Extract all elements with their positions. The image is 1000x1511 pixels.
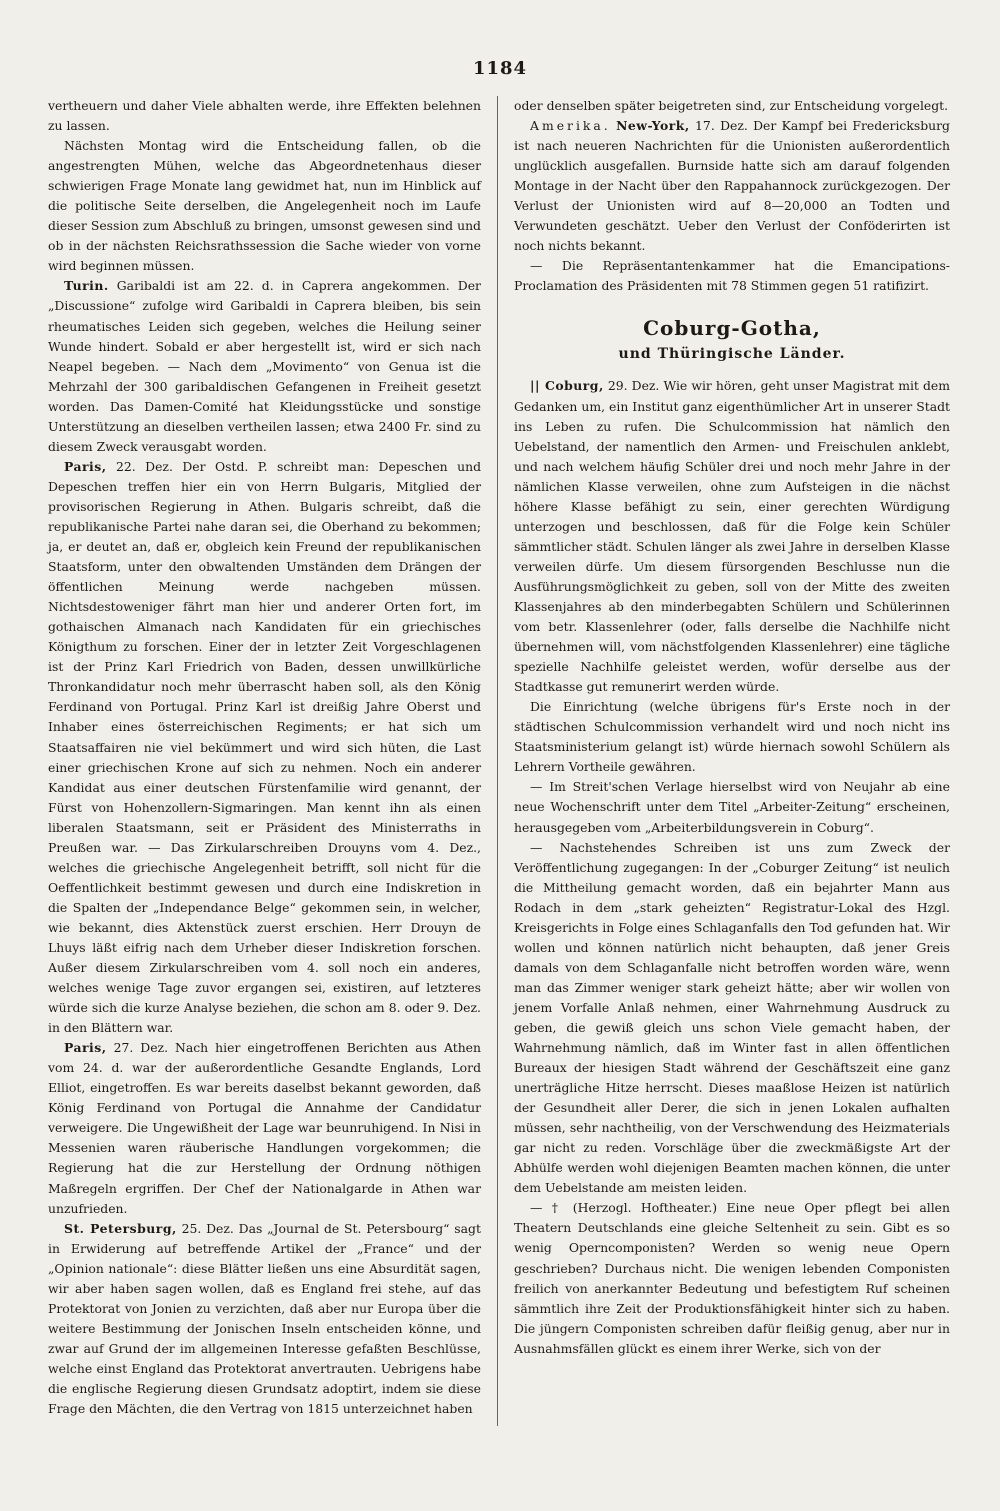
text-paris-22: 22. Dez. Der Ostd. P. schreibt man: Depeschen und Depeschen treffen hier ein von Herrn Bulgaris, Mitglied der provisorischen Regierung in Athen. Bulgaris schreibt, daß die republikanische Partei nahe daran sei, die Oberhand zu bekommen; ja, er deutet an, daß er, obgleich kein Freund der republikanischen Staatsform, unter den obwaltenden Umständen dem Drängen der öffentlichen Meinung werde nachgeben müssen. Nichtsdestoweniger fährt man hier und anderer Orten fort, im gothaischen Almanach nach Kandidaten für ein griechisches Königthum zu forschen. Einer der in letzter Zeit Vorgeschlagenen ist der Prinz Karl Friedrich von Baden, dessen unwillkürliche Thronkandidatur noch mehr überrascht haben soll, als den König Ferdinand von Portugal. Prinz Karl ist dreißig Jahre Oberst und Inhaber eines österreichischen Regiments; er hat sich um Staatsaffairen nie viel bekümmert und wird sich hüten, die Last einer griechischen Krone auf sich zu nehmen. Noch ein anderer Kandidat aus einer deutschen Fürstenfamilie wird genannt, der Fürst von Hohenzollern-Sigmaringen. Man kennt ihn als einen liberalen Staatsmann, seit er Präsident des Ministerraths in Preußen war. — Das Zirkularschreiben Drouyns vom 4. Dez., welches die griechische Angelegenheit betrifft, soll nicht für die Oeffentlichkeit bestimmt gewesen und durch eine Indiskretion in die Spalten der „Independance Belge“ gekommen sein, in welcher, wie bekannt, dies Aktenstück zuerst erschien. Herr Drouyn de Lhuys läßt eifrig nach dem Urheber dieser Indiskretion forschen. Außer diesem Zirkularschreiben vom 4. soll noch ein anderes, welches wenige Tage zuvor ergangen sei, existiren, auf letzteres würde sich die kurze Analyse beziehen, die schon am 8. oder 9. Dez. in den Blättern war. [48,458,481,1036]
article-coburg [514,376,950,697]
article-new-york [514,116,950,256]
left-column [48,96,481,1419]
article-paris-22 [48,457,481,1038]
article-continuation: vertheuern und daher Viele abhalten werde, ihre Effekten belehnen zu lassen. [48,98,481,134]
article-continuation-right: oder denselben später beigetreten sind, zur Entscheidung vorgelegt. [514,98,949,113]
article-paragraph-reichsrath: Nächsten Montag wird die Entscheidung fallen, ob die angestrengten Mühen, welche das Abgeordnetenhaus dieser schwierigen Frage Monate lang gewidmet hat, nun im Hinblick auf die politische Seite derselben, die Angelegenheit noch im Laufe dieser Session zum Abschluß zu bringen, umsonst gewesen sind und ob in der nächsten Reichsrathssession die Sache wieder von vorne wird beginnen müssen. [48,138,481,274]
column-divider [497,96,498,1426]
article-turin [48,276,481,456]
dateline-paris-27: Paris, [64,1040,107,1056]
section-title: Coburg-Gotha, [643,316,821,341]
section-heading [514,314,950,366]
region-heading-amerika: Amerika. [530,118,611,134]
dateline-coburg: || Coburg, [530,378,604,394]
article-arbeiter-zeitung: — Im Streit'schen Verlage hierselbst wird von Neujahr ab eine neue Wochenschrift unter dem Titel „Arbeiter-Zeitung“ erscheinen, herausgegeben vom „Arbeiterbildungsverein in Coburg“. [514,779,950,835]
dateline-turin: Turin. [64,278,109,294]
dateline-st-petersburg: St. Petersburg, [64,1220,177,1236]
text-new-york: 17. Dez. Der Kampf bei Fredericksburg ist nach neueren Nachrichten für die Unionisten außerordentlich unglücklich ausgefallen. Burnside hatte sich am darauf folgenden Montage in der Nacht über den Rappahannock zurückgezogen. Der Verlust der Unionisten wird auf 8—20,000 an Todten und Verwundeten geschätzt. Ueber den Verlust der Conföderirten ist noch nichts bekannt. [514,118,950,254]
text-turin: Garibaldi ist am 22. d. in Caprera angekommen. Der „Discussione“ zufolge wird Garibaldi in Caprera bleiben, bis sein rheumatisches Leiden sich gegeben, welches die Heilung seiner Wunde hindert. Sobald er aber hergestellt ist, wird er sich nach Neapel begeben. — Nach dem „Movimento“ von Genua ist die Mehrzahl der 300 garibaldischen Gefangenen in Freiheit gesetzt worden. Das Damen-Comité hat Kleidungsstücke und sonstige Unterstützung an dieselben vertheilen lassen; etwa 2400 Fr. sind zu diesem Zweck verausgabt worden. [48,278,481,454]
text-st-petersburg: 25. Dez. Das „Journal de St. Petersbourg“ sagt in Erwiderung auf betreffende Artikel der „France“ und der „Opinion nationale“: diese Blätter ließen uns eine Absurdität sagen, wir aber haben sagen wollen, daß es England frei stehe, auf das Protektorat von Jonien zu verzichten, daß aber nur Europa über die weitere Bestimmung der Jonischen Inseln entscheiden könne, und zwar auf Grund der im allgemeinen Interesse gefaßten Beschlüsse, welche einst England das Protektorat anvertrauten. Uebrigens habe die englische Regierung diesen Grundsatz adoptirt, indem sie diese Frage den Mächten, die den Vertrag von 1815 unterzeichnet haben [48,1220,481,1417]
page-number: 1184 [472,58,528,79]
right-column [514,96,950,1359]
dateline-paris-22: Paris, [64,458,107,474]
article-paris-27 [48,1038,481,1218]
article-einrichtung: Die Einrichtung (welche übrigens für's Erste noch in der städtischen Schulcommission verhandelt wird und noch nicht ins Staatsministerium gelangt ist) würde hiernach sowohl Schülern als Lehrern Vortheile gewähren. [514,699,950,775]
text-paris-27: 27. Dez. Nach hier eingetroffenen Berichten aus Athen vom 24. d. war der außerordentliche Gesandte Englands, Lord Elliot, eingetroffen. Es war bereits daselbst bekannt geworden, daß König Ferdinand von Portugal die Annahme der Candidatur verweigere. Die Ungewißheit der Lage war beunruhigend. In Nisi in Messenien waren räuberische Handlungen vorgekommen; die Regierung hat die zur Herstellung der Ordnung nöthigen Maßregeln ergriffen. Der Chef der Nationalgarde in Athen war unzufrieden. [48,1040,481,1216]
dateline-new-york: New-York, [616,118,690,134]
article-hoftheater: — † (Herzogl. Hoftheater.) Eine neue Oper pflegt bei allen Theatern Deutschlands eine gleiche Seltenheit zu sein. Gibt es so wenig Operncomponisten? Werden so wenig neue Opern geschrieben? Durchaus nicht. Die wenigen lebenden Componisten freilich von anerkannter Bedeutung und befestigtem Ruf scheinen sämmtlich ihre Zeit der Produktionsfähigkeit hinter sich zu haben. Die jüngern Componisten schreiben dafür fleißig genug, aber nur in Ausnahmsfällen glückt es einem ihrer Werke, sich von der [514,1200,950,1356]
text-coburg: 29. Dez. Wie wir hören, geht unser Magistrat mit dem Gedanken um, ein Institut ganz eigenthümlicher Art in unserer Stadt ins Leben zu rufen. Die Schulcommission hat nämlich den Uebelstand, der namentlich den Armen- und Freischulen anklebt, und nach welchem häufig Schüler drei und noch mehr Jahre in der nämlichen Klasse verweilen, ohne zum Aufsteigen in die nächst höhere Klasse befähigt zu sein, einer gerechten Würdigung unterzogen und beschlossen, daß für die Folge kein Schüler sämmtlicher städt. Schulen länger als zwei Jahre in derselben Klasse verweilen dürfe. Um diesem fürsorgenden Beschlusse nun die Ausführungsmöglichkeit zu geben, soll von der Mitte des zweiten Klassenjahres ab den minderbegabten Schülern und Schülerinnen vom betr. Klassenlehrer (oder, falls derselbe die Nachhilfe nicht übernehmen will, vom nächstfolgenden Klassenlehrer) eine tägliche spezielle Nachhilfe geleistet werden, wofür derselbe aus der Stadtkasse gut remunerirt werden würde. [514,378,950,695]
article-emancipation: — Die Repräsentantenkammer hat die Emancipations-Proclamation des Präsidenten mit 78 Stimmen gegen 51 ratifizirt. [514,258,950,294]
article-schreiben: — Nachstehendes Schreiben ist uns zum Zweck der Veröffentlichung zugegangen: In der „Coburger Zeitung“ ist neulich die Mittheilung gemacht worden, daß ein bejahrter Mann aus Rodach in dem „stark geheizten“ Registratur-Lokal des Hzgl. Kreisgerichts in Folge eines Schlaganfalls den Tod gefunden hat. Wir wollen und können natürlich nicht behaupten, daß jener Greis damals von dem Schlaganfalle nicht betroffen worden wäre, wenn man das Zimmer weniger stark geheizt hätte; aber wir wollen von jenem Vorfalle Anlaß nehmen, einer Wahrnehmung Ausdruck zu geben, die gewiß gleich uns schon Viele gemacht haben, der Wahrnehmung nämlich, daß im Winter fast in allen öffentlichen Bureaux der hiesigen Stadt während der Geschäftszeit eine ganz unerträgliche Hitze herrscht. Dieses maaßlose Heizen ist natürlich der Gesundheit aller Derer, die sich in jenen Lokalen aufhalten müssen, sehr nachtheilig, von der Verschwendung des Heizmaterials gar nicht zu reden. Vorschläge über die zweckmäßigste Art der Abhülfe werden wohl diejenigen Beamten machen können, die unter dem Uebelstande am meisten leiden. [514,839,950,1196]
section-subtitle: und Thüringische Länder. [618,346,846,363]
article-st-petersburg [48,1219,481,1419]
